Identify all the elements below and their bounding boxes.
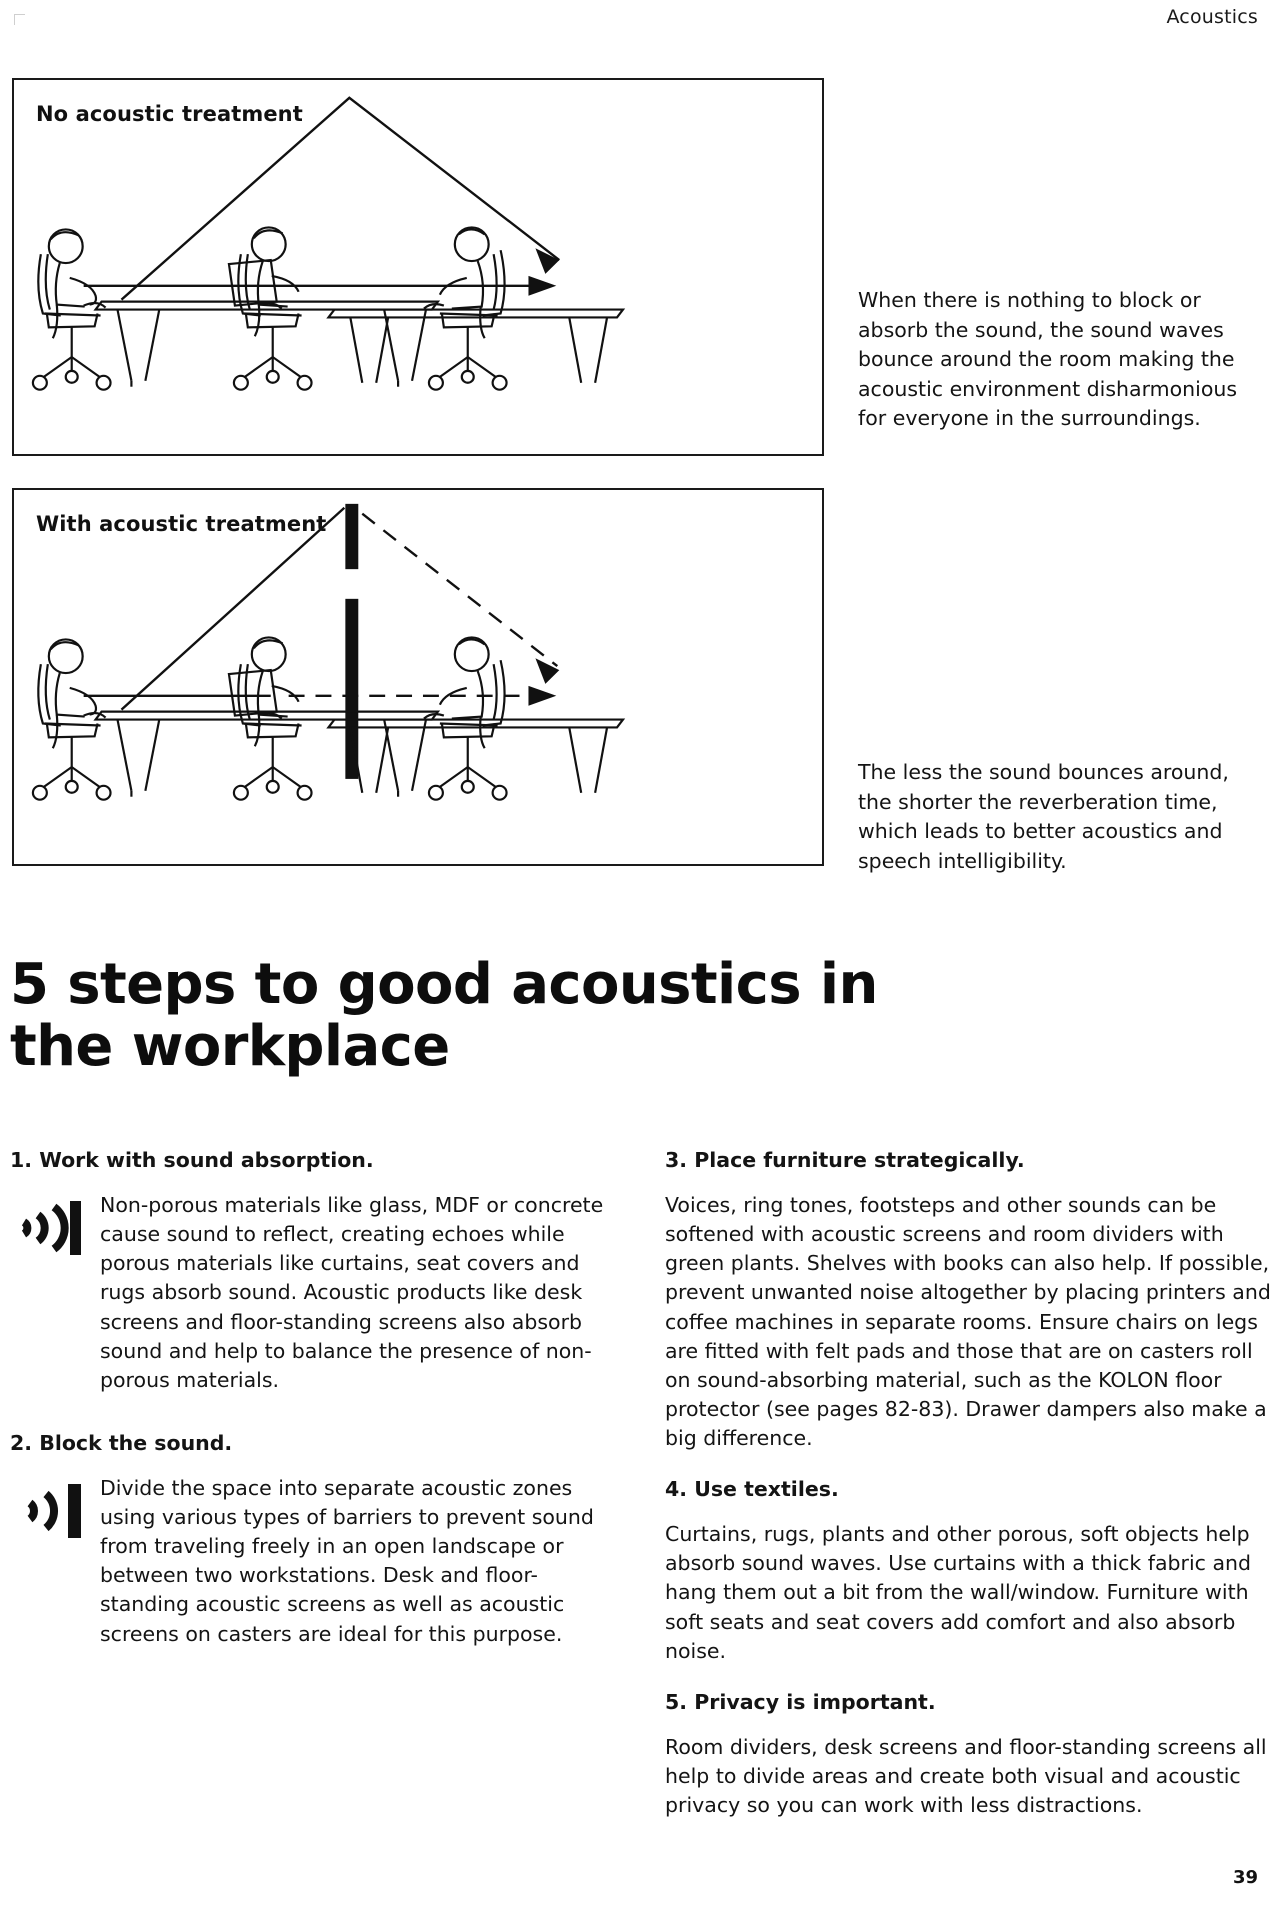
step-5 [665, 1688, 1275, 1820]
crop-mark [14, 14, 25, 25]
page-number: 39 [1232, 1867, 1258, 1888]
page-title: 5 steps to good acoustics in the workplace [10, 951, 878, 1080]
acoustic-screen-upper [345, 504, 358, 569]
step-2 [10, 1429, 622, 1649]
panel-title: No acoustic treatment [36, 102, 303, 126]
step-5-body: Room dividers, desk screens and floor-standing screens all help to divide areas and create both visual and acoustic privacy so you can work with less distractions. [665, 1734, 1267, 1818]
sound-blocking-icon [10, 1474, 86, 1550]
step-1 [10, 1146, 622, 1395]
running-header: Acoustics [1166, 6, 1258, 28]
step-4-body: Curtains, rugs, plants and other porous, soft objects help absorb sound waves. Use curtains with a thick fabric and hang them out a bit from the wall/window. Furniture with soft seats and seat covers add comfort and also absorb noise. [665, 1522, 1252, 1663]
caption-with-treatment: The less the sound bounces around, the shorter the reverberation time, which leads to better acoustics and speech intelligibility. [858, 760, 1229, 873]
step-2-body: Divide the space into separate acoustic zones using various types of barriers to prevent sound from traveling freely in an open landscape or between two workstations. Desk and floor-standing acoustic screens as well as acoustic screens on casters are ideal for this purpose. [100, 1475, 594, 1646]
step-4-heading: 4. Use textiles. [665, 1477, 839, 1502]
illustration-panel-with-treatment [12, 488, 824, 866]
step-2-heading: 2. Block the sound. [10, 1430, 233, 1455]
panel-title: With acoustic treatment [36, 512, 327, 536]
step-1-body: Non-porous materials like glass, MDF or concrete cause sound to reflect, creating echoes while porous materials like curtains, seat covers and rugs absorb sound. Acoustic products like desk screens and floor-standing screens also absorb sound and help to balance the presence of non-porous materials. [100, 1193, 604, 1392]
steps-column-left [10, 1146, 622, 1649]
acoustic-screen-lower [345, 599, 358, 779]
step-3-heading: 3. Place furniture strategically. [665, 1148, 1025, 1172]
steps-column-right [665, 1146, 1275, 1842]
no-treatment-diagram [14, 80, 822, 454]
with-treatment-diagram [14, 490, 822, 864]
caption-no-treatment: When there is nothing to block or absorb the sound, the sound waves bounce around the room making the acoustic environment disharmonious for everyone in the surroundings. [858, 288, 1238, 431]
step-1-heading: 1. Work with sound absorption. [10, 1148, 374, 1172]
step-3-body: Voices, ring tones, footsteps and other sounds can be softened with acoustic screens and room dividers with green plants. Shelves with books can also help. If possible, prevent unwanted noise altogether by placing printers and coffee machines in separate rooms. Ensure chairs on legs are fitted with felt pads and those that are on casters roll on sound-absorbing material, such as the KOLON floor protector (see pages 82-83). Drawer dampers also make a big difference. [665, 1193, 1271, 1450]
sound-absorption-icon [10, 1191, 86, 1267]
step-4 [665, 1475, 1275, 1666]
step-5-heading: 5. Privacy is important. [665, 1689, 936, 1714]
illustration-panel-no-treatment [12, 78, 824, 456]
step-3 [665, 1146, 1275, 1453]
